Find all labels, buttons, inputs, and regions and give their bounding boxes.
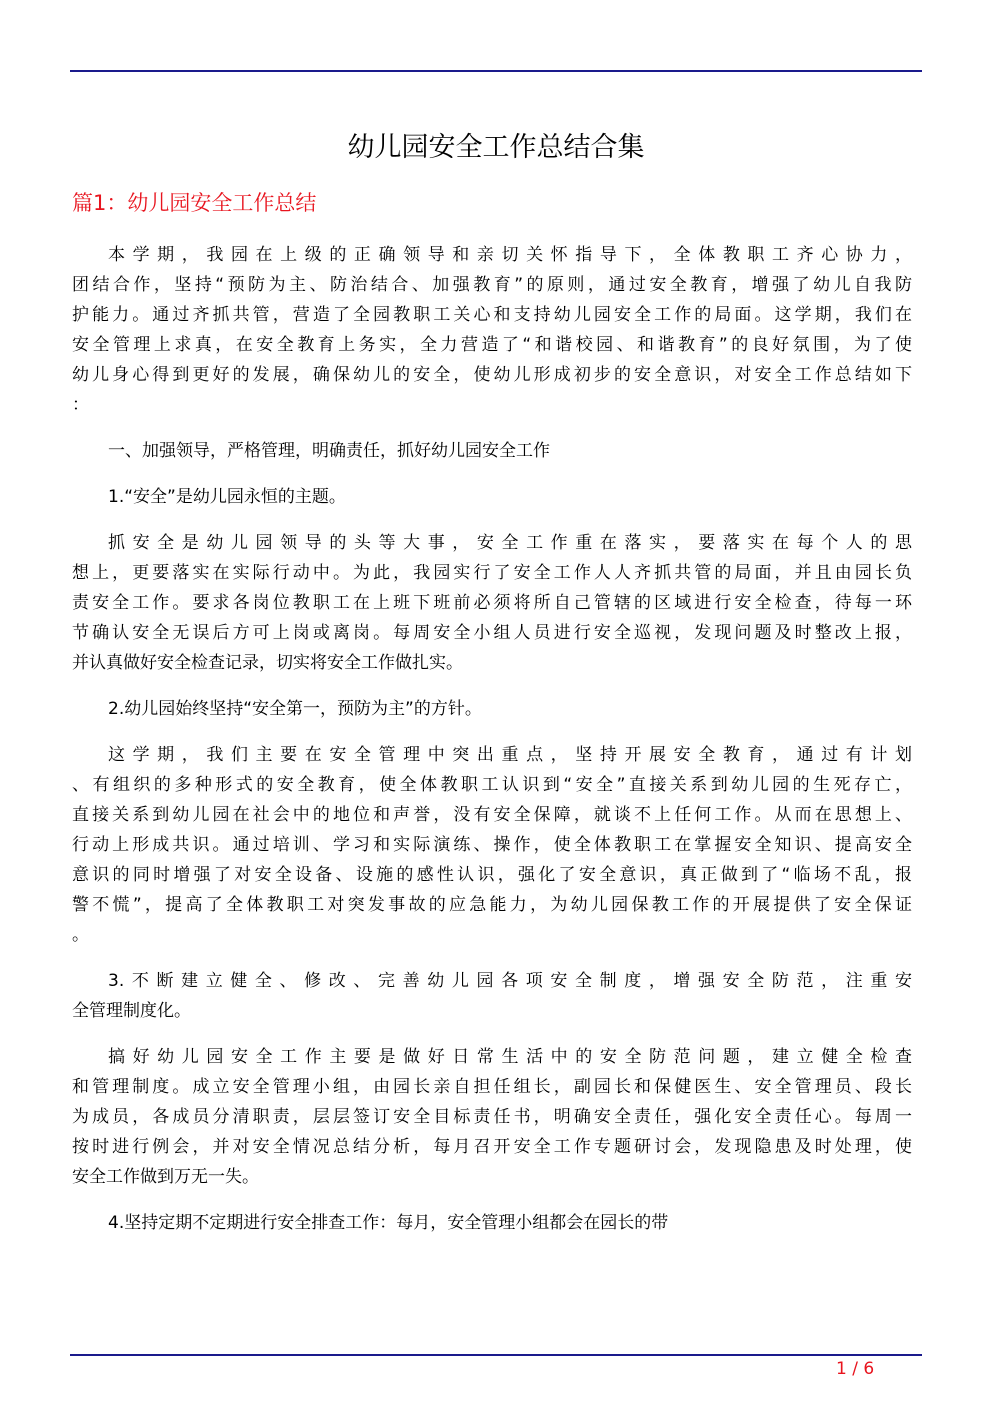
paragraph — [72, 966, 912, 1026]
paragraph — [72, 436, 912, 466]
section-heading: 篇1：幼儿园安全工作总结 — [72, 191, 317, 215]
paragraph — [72, 1042, 912, 1192]
paragraph-line: 、有组织的多种形式的安全教育，使全体教职工认识到“安全”直接关系到幼儿园的生死存亡， — [72, 775, 912, 795]
paragraph-line: 1.“安全”是幼儿园永恒的主题。 — [108, 487, 346, 507]
paragraph-line: 搞好幼儿园安全工作主要是做好日常生活中的安全防范问题，建立健全检查 — [108, 1047, 912, 1067]
paragraph-line: 护能力。通过齐抓共管，营造了全园教职工关心和支持幼儿园安全工作的局面。这学期，我们在 — [72, 305, 912, 325]
paragraph-line: ： — [72, 395, 89, 415]
paragraph-line: 节确认安全无误后方可上岗或离岗。每周安全小组人员进行安全巡视，发现问题及时整改上报， — [72, 623, 912, 643]
paragraph-line: 4.坚持定期不定期进行安全排查工作：每月，安全管理小组都会在园长的带 — [108, 1213, 669, 1233]
document-title: 幼儿园安全工作总结合集 — [347, 132, 645, 163]
paragraph-line: 责安全工作。要求各岗位教职工在上班下班前必须将所自己管辖的区域进行安全检查，待每一环 — [72, 593, 912, 613]
paragraph-line: 安全工作做到万无一失。 — [72, 1167, 259, 1187]
paragraph-line: 按时进行例会，并对安全情况总结分析，每月召开安全工作专题研讨会，发现隐患及时处理，使 — [72, 1137, 912, 1157]
paragraph-line: 3.不断建立健全、修改、完善幼儿园各项安全制度，增强安全防范，注重安 — [108, 971, 912, 991]
paragraph-line: 本学期，我园在上级的正确领导和亲切关怀指导下，全体教职工齐心协力， — [108, 245, 912, 265]
paragraph — [72, 694, 912, 724]
paragraph-line: 抓安全是幼儿园领导的头等大事，安全工作重在落实，要落实在每个人的思 — [108, 533, 912, 553]
paragraph-line: 警不慌”，提高了全体教职工对突发事故的应急能力，为幼儿园保教工作的开展提供了安全保证 — [72, 895, 912, 915]
paragraph-line: 意识的同时增强了对安全设备、设施的感性认识，强化了安全意识，真正做到了“临场不乱，报 — [72, 865, 912, 885]
paragraph-line: 。 — [72, 925, 89, 945]
paragraph-line: 并认真做好安全检查记录，切实将安全工作做扎实。 — [72, 653, 463, 673]
paragraph-line: 安全管理上求真，在安全教育上务实，全力营造了“和谐校园、和谐教育”的良好氛围，为了使 — [72, 335, 912, 355]
paragraph-line: 团结合作，坚持“预防为主、防治结合、加强教育”的原则，通过安全教育，增强了幼儿自我防 — [72, 275, 912, 295]
paragraph-line: 幼儿身心得到更好的发展，确保幼儿的安全，使幼儿形成初步的安全意识，对安全工作总结如下 — [72, 365, 912, 385]
paragraph-line: 行动上形成共识。通过培训、学习和实际演练、操作，使全体教职工在掌握安全知识、提高安全 — [72, 835, 912, 855]
paragraph-line: 想上，更要落实在实际行动中。为此，我园实行了安全工作人人齐抓共管的局面，并且由园长负 — [72, 563, 912, 583]
paragraph — [72, 482, 912, 512]
footer-rule — [70, 1354, 922, 1356]
page-number: 1 / 6 — [836, 1359, 875, 1379]
paragraph — [72, 1208, 912, 1238]
paragraph — [72, 528, 912, 678]
paragraph-line: 为成员，各成员分清职责，层层签订安全目标责任书，明确安全责任，强化安全责任心。每周一 — [72, 1107, 912, 1127]
paragraph-line: 2.幼儿园始终坚持“安全第一，预防为主”的方针。 — [108, 699, 482, 719]
paragraph — [72, 240, 912, 420]
document-body — [72, 240, 912, 1254]
paragraph — [72, 740, 912, 950]
paragraph-line: 直接关系到幼儿园在社会中的地位和声誉，没有安全保障，就谈不上任何工作。从而在思想上、 — [72, 805, 912, 825]
header-rule — [70, 70, 922, 72]
paragraph-line: 一、加强领导，严格管理，明确责任，抓好幼儿园安全工作 — [108, 441, 550, 461]
paragraph-line: 和管理制度。成立安全管理小组，由园长亲自担任组长，副园长和保健医生、安全管理员、段长 — [72, 1077, 912, 1097]
paragraph-line: 这学期，我们主要在安全管理中突出重点，坚持开展安全教育，通过有计划 — [108, 745, 912, 765]
paragraph-line: 全管理制度化。 — [72, 1001, 191, 1021]
